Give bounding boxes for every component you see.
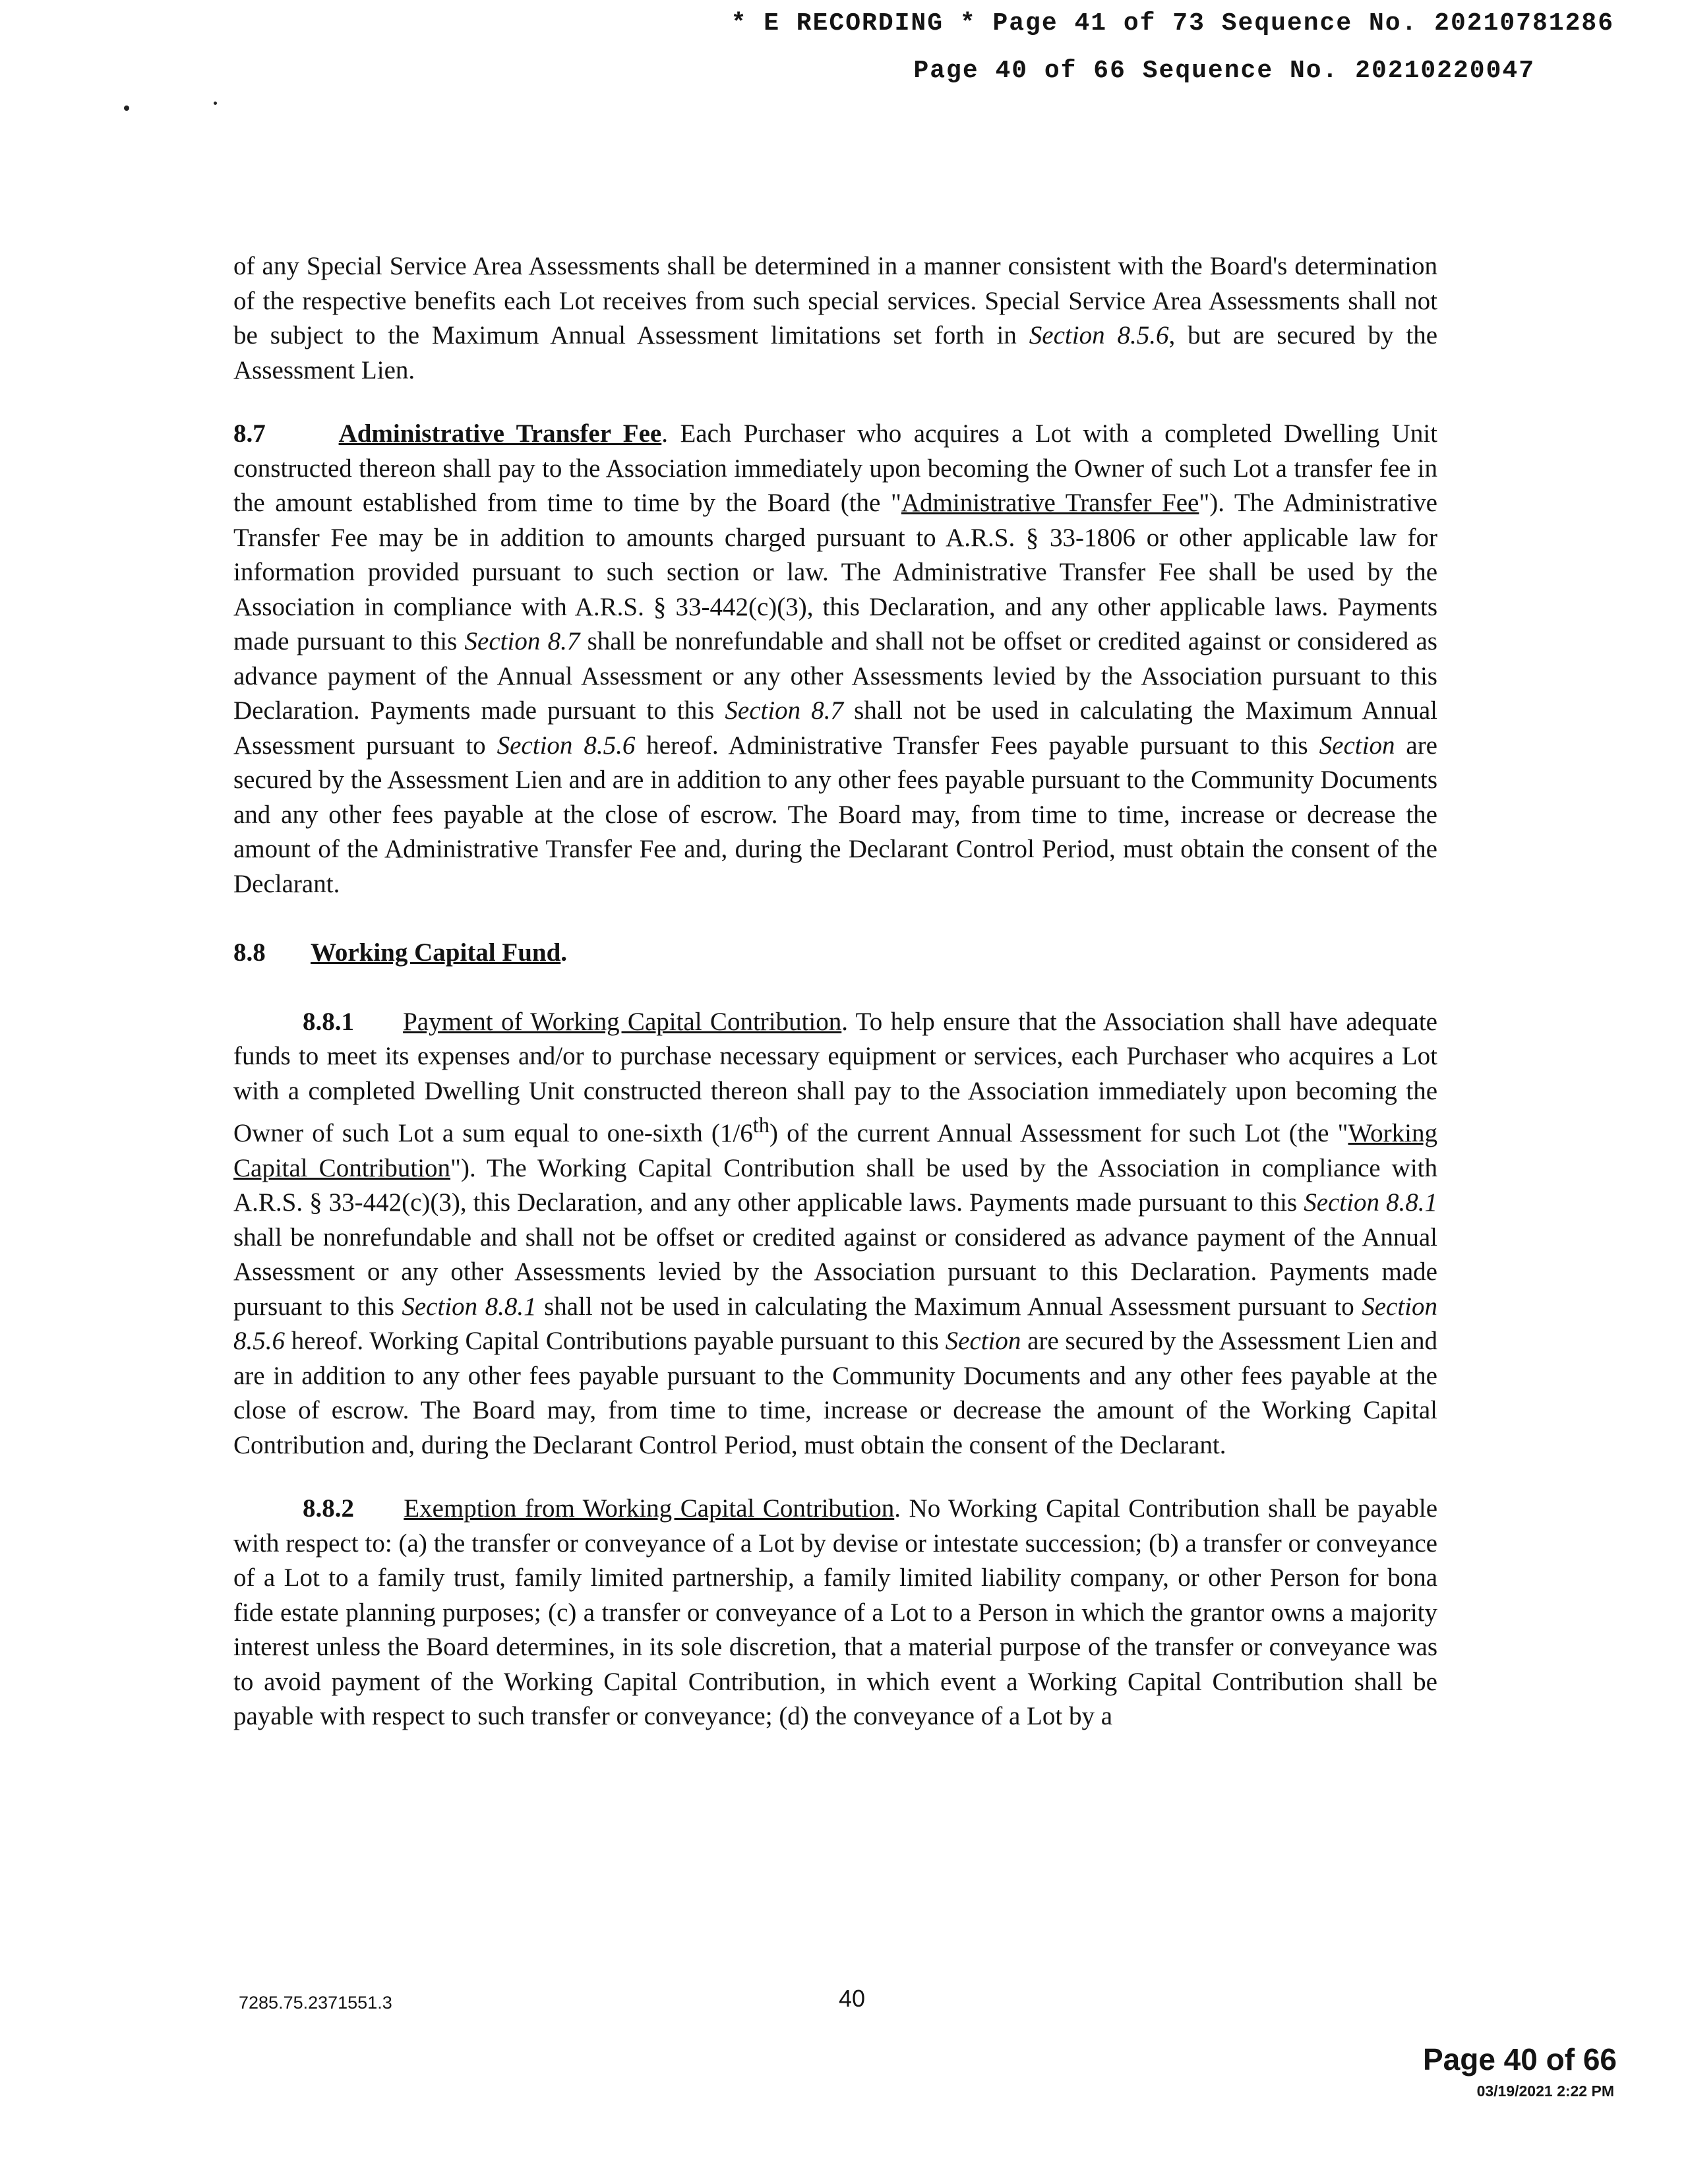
recorder-datetime: 03/19/2021 2:22 PM xyxy=(1476,2082,1614,2100)
section-8-8-1-paragraph: 8.8.1 Payment of Working Capital Contribution. To help ensure that the Association shall have adequate funds to meet its expenses and/or to purchase necessary equipment or services, each Purchaser who acquires a Lot with a completed Dwelling Unit constructed thereon shall pay to the Association immediately upon becoming the Owner of such Lot a sum equal to one-sixth (1/6th) of the current Annual Assessment for such Lot (the "Working Capital Contribution"). The Working Capital Contribution shall be used by the Association in compliance with A.R.S. § 33-442(c)(3), this Declaration, and any other applicable laws. Payments made pursuant to this Section 8.8.1 shall be nonrefundable and shall not be offset or credited against or considered as advance payment of the Annual Assessment or any other Assessments levied by the Association pursuant to this Declaration. Payments made pursuant to this Section 8.8.1 shall not be used in calculating the Maximum Annual Assessment pursuant to Section 8.5.6 hereof. Working Capital Contributions payable pursuant to this Section are secured by the Assessment Lien and are in addition to any other fees payable pursuant to the Community Documents and any other fees payable at the close of escrow. The Board may, from time to time, increase or decrease the amount of the Working Capital Contribution and, during the Declarant Control Period, must obtain the consent of the Declarant. xyxy=(233,1007,1437,1459)
section-8-8-heading: 8.8 Working Capital Fund. xyxy=(233,938,568,967)
scan-speck xyxy=(214,102,217,105)
section-8-7-paragraph: 8.7 Administrative Transfer Fee. Each Purchaser who acquires a Lot with a completed Dwelling Unit constructed thereon shall pay to the Association immediately upon becoming the Owner of such Lot a transfer fee in the amount established from time to time by the Board (the "Administrative Transfer Fee"). The Administrative Transfer Fee may be in addition to amounts charged pursuant to A.R.S. § 33-1806 or other applicable law for information provided pursuant to such section or law. The Administrative Transfer Fee shall be used by the Association in compliance with A.R.S. § 33-442(c)(3), this Declaration, and any other applicable laws. Payments made pursuant to this Section 8.7 shall be nonrefundable and shall not be offset or credited against or considered as advance payment of the Annual Assessment or any other Assessments levied by the Association pursuant to this Declaration. Payments made pursuant to this Section 8.7 shall not be used in calculating the Maximum Annual Assessment pursuant to Section 8.5.6 hereof. Administrative Transfer Fees payable pursuant to this Section are secured by the Assessment Lien and are in addition to any other fees payable pursuant to the Community Documents and any other fees payable at the close of escrow. The Board may, from time to time, increase or decrease the amount of the Administrative Transfer Fee and, during the Declarant Control Period, must obtain the consent of the Declarant. xyxy=(233,419,1437,898)
section-reference: Section xyxy=(1319,731,1395,760)
section-number: 8.8.1 xyxy=(303,1007,354,1036)
section-reference: Section 8.8.1 xyxy=(402,1292,537,1321)
document-number: 7285.75.2371551.3 xyxy=(239,1993,392,2013)
section-heading: Administrative Transfer Fee xyxy=(338,419,662,448)
scan-speck xyxy=(124,106,129,111)
defined-term: Working Capital Contribution xyxy=(233,1119,1437,1182)
recording-stamp: * E RECORDING * Page 41 of 73 Sequence No. 20210781286 xyxy=(731,9,1614,38)
section-reference: Section 8.7 xyxy=(464,627,580,655)
document-body xyxy=(233,249,1437,1734)
section-number: 8.8.2 xyxy=(303,1494,354,1523)
section-heading: Payment of Working Capital Contribution xyxy=(403,1007,842,1036)
section-heading: Working Capital Fund xyxy=(311,938,561,967)
section-reference: Section 8.5.6 xyxy=(233,1292,1437,1355)
defined-term: Administrative Transfer Fee xyxy=(901,489,1199,517)
continuation-paragraph: of any Special Service Area Assessments shall be determined in a manner consistent with the Board's determination of the respective benefits each Lot receives from such special services. Special Service Area Assessments shall not be subject to the Maximum Annual Assessment limitations set forth in Section 8.5.6, but are secured by the Assessment Lien. xyxy=(233,252,1438,384)
page-sequence-stamp: Page 40 of 66 Sequence No. 20210220047 xyxy=(913,57,1535,85)
section-reference: Section 8.7 xyxy=(725,696,844,725)
section-number: 8.7 xyxy=(233,419,266,448)
recorder-page-label: Page 40 of 66 xyxy=(1422,2042,1617,2077)
section-reference: Section 8.5.6 xyxy=(1029,321,1169,349)
section-heading: Exemption from Working Capital Contribution xyxy=(404,1494,895,1523)
section-reference: Section 8.8.1 xyxy=(1304,1188,1437,1217)
section-8-8-2-paragraph: 8.8.2 Exemption from Working Capital Contribution. No Working Capital Contribution shall be payable with respect to: (a) the transfer or conveyance of a Lot by devise or intestate succession; (b) a transfer or conveyance of a Lot to a family trust, family limited partnership, a family limited liability company, or other Person for bona fide estate planning purposes; (c) a transfer or conveyance of a Lot to a Person in which the grantor owns a majority interest unless the Board determines, in its sole discretion, that a material purpose of the transfer or conveyance was to avoid payment of the Working Capital Contribution, in which event a Working Capital Contribution shall be payable with respect to such transfer or conveyance; (d) the conveyance of a Lot by a xyxy=(233,1494,1438,1730)
page-number: 40 xyxy=(838,1985,866,2012)
section-reference: Section 8.5.6 xyxy=(497,731,636,760)
section-number: 8.8 xyxy=(233,938,266,967)
section-reference: Section xyxy=(945,1327,1021,1355)
